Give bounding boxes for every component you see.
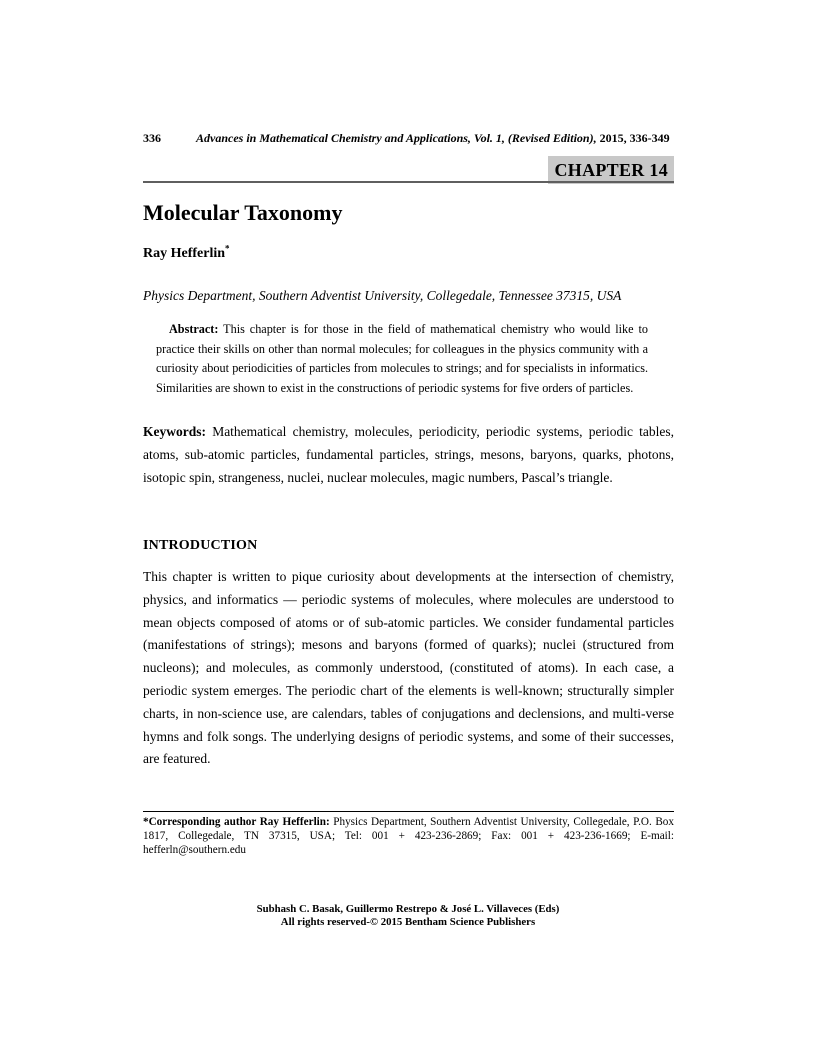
section-heading-introduction: INTRODUCTION: [143, 538, 258, 553]
editors-line: Subhash C. Basak, Guillermo Restrepo & José L. Villaveces (Eds): [256, 903, 560, 915]
chapter-banner-row: [143, 156, 674, 184]
introduction-body-paragraph: This chapter is written to pique curiosity about developments at the intersection of chemistry, physics, and informatics — periodic systems of molecules, where molecules are understood to mean objects composed of atoms or of sub-atomic particles. We consider fundamental particles (manifestations of strings); mesons and baryons (formed of quarks); nuclei (structured from nucleons); and molecules, as commonly understood, (constituted of atoms). In each case, a periodic system emerges. The periodic chart of the elements is well-known; structurally simpler charts, in non-science use, are calendars, tables of conjugations and declensions, and multi-verse hymns and folk songs. The underlying designs of periodic systems, and some of their successes, are featured.: [143, 569, 674, 767]
book-reference: Advances in Mathematical Chemistry and Applications, Vol. 1, (Revised Edition),: [196, 131, 597, 145]
article-title: Molecular Taxonomy: [143, 200, 343, 225]
abstract-label: Abstract:: [169, 322, 219, 336]
abstract-text: This chapter is for those in the field of mathematical chemistry who would like to practice their skills on other than normal molecules; for colleagues in the physics community with a curiosity about periodicities of particles from molecules to strings; and for specialists in informatics. Similarities are shown to exist in the constructions of periodic systems for five orders of particles.: [156, 322, 648, 395]
abstract-paragraph: [156, 320, 648, 398]
author-name: Ray Hefferlin: [143, 246, 226, 261]
running-head: [143, 131, 674, 145]
page-number: 336: [143, 131, 161, 145]
footnote-text: Physics Department, Southern Adventist University, Collegedale, P.O. Box 1817, Collegedale, TN 37315, USA; Tel: 001 + 423-236-2869; Fax: 001 + 423-236-1669; E-mail: hefferln@southern.edu: [143, 816, 674, 856]
keywords-label: Keywords:: [143, 424, 206, 439]
corresponding-author-footnote: [143, 811, 674, 858]
publisher-footer: [0, 903, 816, 929]
pages-reference: 2015, 336-349: [596, 131, 670, 145]
keywords-text: Mathematical chemistry, molecules, periodicity, periodic systems, periodic tables, atoms, sub-atomic particles, fundamental particles, strings, mesons, baryons, quarks, photons, isotopic spin, strangeness, nuclei, nuclear molecules, magic numbers, Pascal’s triangle.: [143, 424, 674, 485]
keywords-paragraph: [143, 420, 674, 489]
author-line: [143, 245, 674, 262]
author-footnote-mark: *: [225, 243, 230, 254]
header-rule: [143, 181, 674, 183]
footnote-label: *Corresponding author Ray Hefferlin:: [143, 816, 330, 828]
rights-line: All rights reserved-© 2015 Bentham Science Publishers: [280, 916, 536, 928]
author-affiliation: Physics Department, Southern Adventist University, Collegedale, Tennessee 37315, USA: [143, 288, 622, 303]
chapter-badge: CHAPTER 14: [548, 156, 674, 184]
